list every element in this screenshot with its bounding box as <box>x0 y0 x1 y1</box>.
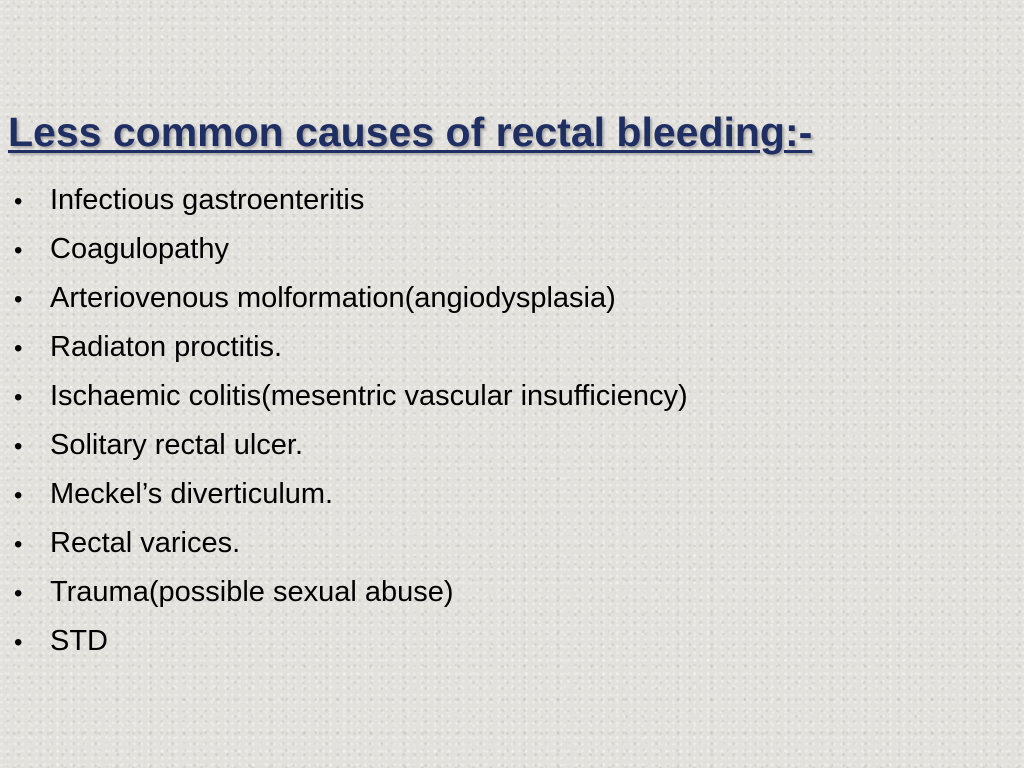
list-item-text: Rectal varices. <box>50 527 241 559</box>
bullet-list <box>8 184 688 674</box>
list-item <box>8 527 688 576</box>
bullet-icon: • <box>14 188 23 215</box>
list-item-text: Coagulopathy <box>50 233 229 265</box>
bullet-icon: • <box>14 580 23 607</box>
list-item-text: Arteriovenous molformation(angiodysplasia) <box>50 282 616 314</box>
list-item-text: Meckel’s diverticulum. <box>50 478 334 510</box>
list-item <box>8 184 688 233</box>
bullet-icon: • <box>14 286 23 313</box>
list-item <box>8 576 688 625</box>
list-item-text: Trauma(possible sexual abuse) <box>50 576 454 608</box>
bullet-icon: • <box>14 433 23 460</box>
bullet-icon: • <box>14 629 23 656</box>
list-item-text: Solitary rectal ulcer. <box>50 429 304 461</box>
list-item <box>8 233 688 282</box>
bullet-icon: • <box>14 237 23 264</box>
list-item <box>8 331 688 380</box>
list-item-text: STD <box>50 625 108 657</box>
list-item <box>8 429 688 478</box>
list-item <box>8 478 688 527</box>
slide-title: Less common causes of rectal bleeding:- <box>8 109 813 155</box>
bullet-icon: • <box>14 531 23 558</box>
list-item <box>8 282 688 331</box>
bullet-icon: • <box>14 384 23 411</box>
list-item <box>8 625 688 674</box>
list-item-text: Radiaton proctitis. <box>50 331 283 363</box>
list-item <box>8 380 688 429</box>
bullet-icon: • <box>14 335 23 362</box>
list-item-text: Infectious gastroenteritis <box>50 184 365 216</box>
list-item-text: Ischaemic colitis(mesentric vascular insufficiency) <box>50 380 688 412</box>
bullet-icon: • <box>14 482 23 509</box>
